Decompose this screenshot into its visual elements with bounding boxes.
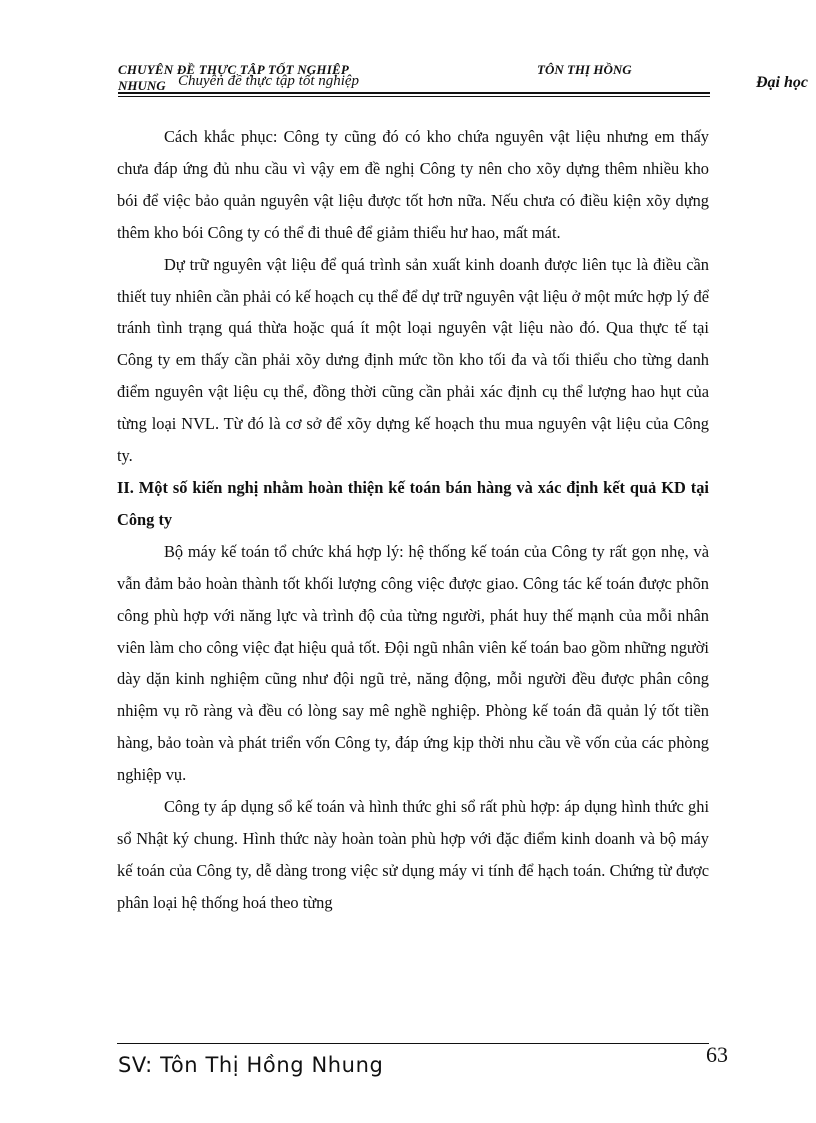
- paragraph-remedy: Cách khắc phục: Công ty cũng đó có kho chứa nguyên vật liệu nhưng em thấy chưa đáp ứng đủ nhu cầu vì vậy em đề nghị Công ty nên cho xõy dựng thêm nhiều kho bói để việc bảo quản nguyên vật liệu được tốt hơn nữa. Nếu chưa có điều kiện xõy dựng thêm kho bói Công ty có thể đi thuê để giảm thiểu hư hao, mất mát.: [117, 127, 709, 242]
- paragraph-reserve: Dự trữ nguyên vật liệu để quá trình sản xuất kinh doanh được liên tục là điều cần thiết tuy nhiên cần phải có kế hoạch cụ thể để dự trữ nguyên vật liệu ở một mức hợp lý để tránh tình trạng quá thừa hoặc quá ít một loại nguyên vật liệu nào đó. Qua thực tế tại Công ty em thấy cần phải xõy dưng định mức tồn kho tối đa và tối thiểu cho từng danh điểm nguyên vật liệu cụ thể, đồng thời cũng cần phải xác định cụ thể lượng hao hụt của từng loại NVL. Từ đó là cơ sở để xõy dựng kế hoạch thu mua nguyên vật liệu của Công ty.: [117, 254, 709, 466]
- paragraph-bookkeeping: Công ty áp dụng sổ kế toán và hình thức ghi sổ rất phù hợp: áp dụng hình thức ghi sổ Nhật ký chung. Hình thức này hoàn toàn phù hợp với đặc điểm kinh doanh và bộ máy kế toán của Công ty, dễ dàng trong việc sử dụng máy vi tính để hạch toán. Chứng từ được phân loại hệ thống hoá theo từng: [117, 797, 709, 912]
- paragraph-accounting-apparatus: Bộ máy kế toán tổ chức khá hợp lý: hệ thống kế toán của Công ty rất gọn nhẹ, và vẫn đảm bảo hoàn thành tốt khối lượng công việc được giao. Công tác kế toán được phõn công phù hợp với năng lực và trình độ của từng người, phát huy thế mạnh của mỗi nhân viên làm cho công việc đạt hiệu quả tốt. Đội ngũ nhân viên kế toán bao gồm những người dày dặn kinh nghiệm cũng như đội ngũ trẻ, năng động, mỗi người đều được phân công nhiệm vụ rõ ràng và đều có lòng say mê nghề nghiệp. Phòng kế toán đã quản lý tốt tiền hàng, bảo toàn và phát triển vốn Công ty, đáp ứng kịp thời nhu cầu về vốn của các phòng nghiệp vụ.: [117, 541, 709, 785]
- section-heading: II. Một số kiến nghị nhằm hoàn thiện kế toán bán hàng và xác định kết quả KD tại Công ty: [117, 477, 709, 529]
- header-rule-thin: [118, 96, 710, 97]
- header-rule-thick: [118, 92, 710, 94]
- header-right-text: Đại học: [756, 74, 808, 91]
- header-left-name: NHUNG: [118, 78, 166, 93]
- page-number: 63: [706, 1042, 728, 1067]
- body-text: [117, 121, 709, 919]
- footer-rule: [117, 1043, 709, 1044]
- header-author: TÔN THỊ HỒNG: [537, 62, 632, 77]
- footer-student-name: SV: Tôn Thị Hồng Nhung: [118, 1053, 384, 1077]
- header-overlay-title: Chuyên đề thực tập tốt nghiệp: [178, 73, 360, 89]
- header-left-title: CHUYÊN ĐỀ THỰC TẬP TỐT NGHIỆP: [118, 62, 349, 77]
